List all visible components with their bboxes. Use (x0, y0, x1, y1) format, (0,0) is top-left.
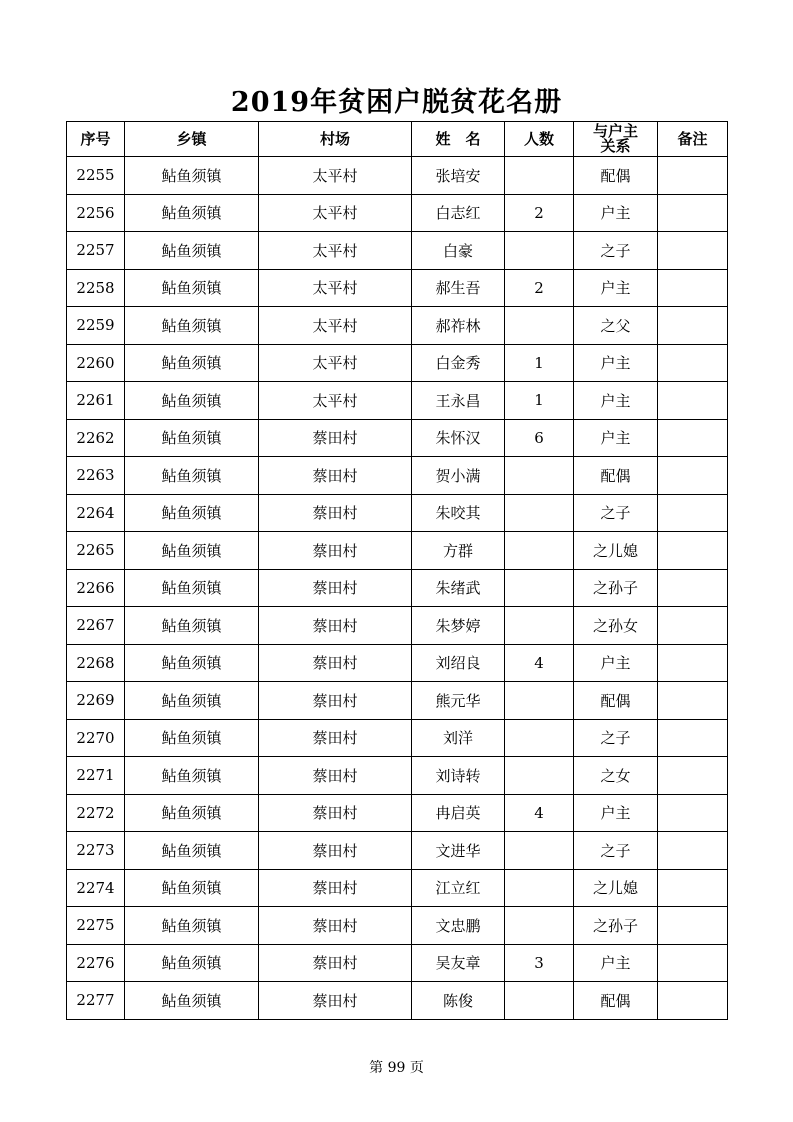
table-row (67, 419, 728, 457)
cell-village: 蔡田村 (259, 794, 412, 832)
cell-village: 蔡田村 (259, 569, 412, 607)
cell-notes (658, 269, 728, 307)
cell-notes (658, 719, 728, 757)
cell-relation: 户主 (574, 382, 658, 420)
cell-seq: 2259 (67, 307, 125, 345)
cell-count (505, 907, 574, 945)
cell-notes (658, 607, 728, 645)
table-row (67, 532, 728, 570)
cell-town: 鲇鱼须镇 (125, 382, 259, 420)
cell-town: 鲇鱼须镇 (125, 907, 259, 945)
cell-relation: 户主 (574, 269, 658, 307)
cell-notes (658, 344, 728, 382)
cell-village: 蔡田村 (259, 982, 412, 1020)
header-relation (574, 122, 658, 157)
cell-village: 太平村 (259, 157, 412, 195)
cell-notes (658, 832, 728, 870)
cell-village: 蔡田村 (259, 494, 412, 532)
cell-name: 刘绍良 (412, 644, 505, 682)
cell-count (505, 982, 574, 1020)
table-row (67, 794, 728, 832)
roster-body (67, 157, 728, 1020)
cell-relation: 之孙子 (574, 569, 658, 607)
cell-notes (658, 457, 728, 495)
cell-relation: 户主 (574, 944, 658, 982)
cell-relation: 配偶 (574, 457, 658, 495)
header-notes: 备注 (658, 122, 728, 157)
header-name: 姓 名 (412, 122, 505, 157)
cell-seq: 2271 (67, 757, 125, 795)
cell-notes (658, 944, 728, 982)
cell-name: 白豪 (412, 232, 505, 270)
cell-town: 鲇鱼须镇 (125, 794, 259, 832)
cell-count (505, 569, 574, 607)
cell-town: 鲇鱼须镇 (125, 832, 259, 870)
table-row (67, 682, 728, 720)
header-relation-line1: 与户主 (592, 122, 638, 140)
cell-village: 蔡田村 (259, 907, 412, 945)
cell-seq: 2265 (67, 532, 125, 570)
table-row (67, 832, 728, 870)
cell-count: 4 (505, 794, 574, 832)
cell-seq: 2269 (67, 682, 125, 720)
cell-relation: 之女 (574, 757, 658, 795)
cell-relation: 之子 (574, 494, 658, 532)
cell-count (505, 232, 574, 270)
table-row (67, 757, 728, 795)
cell-count (505, 682, 574, 720)
cell-count: 2 (505, 269, 574, 307)
table-row (67, 307, 728, 345)
cell-count (505, 307, 574, 345)
cell-seq: 2267 (67, 607, 125, 645)
roster-table (66, 121, 728, 1020)
cell-village: 蔡田村 (259, 832, 412, 870)
cell-notes (658, 419, 728, 457)
cell-village: 蔡田村 (259, 644, 412, 682)
cell-village: 蔡田村 (259, 869, 412, 907)
cell-notes (658, 757, 728, 795)
cell-town: 鲇鱼须镇 (125, 494, 259, 532)
cell-name: 刘洋 (412, 719, 505, 757)
cell-notes (658, 644, 728, 682)
cell-relation: 配偶 (574, 682, 658, 720)
cell-town: 鲇鱼须镇 (125, 982, 259, 1020)
cell-count: 4 (505, 644, 574, 682)
cell-town: 鲇鱼须镇 (125, 569, 259, 607)
cell-notes (658, 682, 728, 720)
cell-relation: 之子 (574, 719, 658, 757)
table-row (67, 719, 728, 757)
cell-village: 蔡田村 (259, 757, 412, 795)
cell-seq: 2264 (67, 494, 125, 532)
cell-seq: 2277 (67, 982, 125, 1020)
cell-relation: 之父 (574, 307, 658, 345)
cell-count (505, 494, 574, 532)
cell-name: 郝生吾 (412, 269, 505, 307)
cell-count (505, 157, 574, 195)
cell-notes (658, 569, 728, 607)
table-row (67, 569, 728, 607)
cell-town: 鲇鱼须镇 (125, 232, 259, 270)
cell-count (505, 719, 574, 757)
cell-name: 白志红 (412, 194, 505, 232)
cell-name: 张培安 (412, 157, 505, 195)
cell-seq: 2258 (67, 269, 125, 307)
cell-village: 太平村 (259, 232, 412, 270)
table-row (67, 194, 728, 232)
cell-seq: 2268 (67, 644, 125, 682)
cell-count (505, 532, 574, 570)
cell-village: 太平村 (259, 194, 412, 232)
cell-relation: 之孙子 (574, 907, 658, 945)
cell-seq: 2266 (67, 569, 125, 607)
cell-name: 朱绪武 (412, 569, 505, 607)
cell-village: 太平村 (259, 344, 412, 382)
cell-count (505, 832, 574, 870)
table-row (67, 157, 728, 195)
cell-relation: 配偶 (574, 157, 658, 195)
cell-notes (658, 869, 728, 907)
cell-notes (658, 382, 728, 420)
cell-name: 白金秀 (412, 344, 505, 382)
cell-name: 冉启英 (412, 794, 505, 832)
cell-name: 贺小满 (412, 457, 505, 495)
cell-count (505, 607, 574, 645)
cell-village: 太平村 (259, 269, 412, 307)
cell-relation: 之子 (574, 232, 658, 270)
cell-village: 太平村 (259, 382, 412, 420)
table-row (67, 907, 728, 945)
cell-village: 蔡田村 (259, 532, 412, 570)
table-row (67, 869, 728, 907)
cell-notes (658, 307, 728, 345)
cell-count: 1 (505, 344, 574, 382)
cell-relation: 户主 (574, 344, 658, 382)
cell-seq: 2257 (67, 232, 125, 270)
cell-village: 蔡田村 (259, 719, 412, 757)
cell-town: 鲇鱼须镇 (125, 682, 259, 720)
cell-name: 吴友章 (412, 944, 505, 982)
cell-town: 鲇鱼须镇 (125, 944, 259, 982)
cell-relation: 配偶 (574, 982, 658, 1020)
cell-town: 鲇鱼须镇 (125, 757, 259, 795)
cell-notes (658, 194, 728, 232)
table-row (67, 457, 728, 495)
table-row (67, 607, 728, 645)
cell-count (505, 457, 574, 495)
cell-seq: 2256 (67, 194, 125, 232)
cell-name: 文忠鹏 (412, 907, 505, 945)
cell-name: 朱咬其 (412, 494, 505, 532)
cell-name: 熊元华 (412, 682, 505, 720)
cell-village: 蔡田村 (259, 682, 412, 720)
cell-notes (658, 232, 728, 270)
cell-town: 鲇鱼须镇 (125, 644, 259, 682)
cell-name: 文进华 (412, 832, 505, 870)
table-row (67, 494, 728, 532)
cell-town: 鲇鱼须镇 (125, 419, 259, 457)
cell-town: 鲇鱼须镇 (125, 157, 259, 195)
cell-name: 江立红 (412, 869, 505, 907)
cell-name: 刘诗转 (412, 757, 505, 795)
cell-count (505, 869, 574, 907)
cell-seq: 2255 (67, 157, 125, 195)
cell-notes (658, 494, 728, 532)
cell-relation: 户主 (574, 644, 658, 682)
cell-seq: 2261 (67, 382, 125, 420)
cell-relation: 之儿媳 (574, 532, 658, 570)
cell-town: 鲇鱼须镇 (125, 719, 259, 757)
cell-seq: 2263 (67, 457, 125, 495)
cell-name: 朱梦婷 (412, 607, 505, 645)
page-title: 2019年贫困户脱贫花名册 (230, 87, 563, 118)
cell-seq: 2272 (67, 794, 125, 832)
cell-count: 3 (505, 944, 574, 982)
cell-count: 6 (505, 419, 574, 457)
cell-notes (658, 982, 728, 1020)
cell-town: 鲇鱼须镇 (125, 532, 259, 570)
cell-seq: 2274 (67, 869, 125, 907)
page-footer: 第 99 页 (369, 1060, 424, 1076)
cell-town: 鲇鱼须镇 (125, 344, 259, 382)
cell-town: 鲇鱼须镇 (125, 269, 259, 307)
cell-village: 太平村 (259, 307, 412, 345)
table-row (67, 944, 728, 982)
cell-count: 1 (505, 382, 574, 420)
cell-village: 蔡田村 (259, 944, 412, 982)
cell-seq: 2273 (67, 832, 125, 870)
cell-count: 2 (505, 194, 574, 232)
cell-village: 蔡田村 (259, 607, 412, 645)
cell-relation: 户主 (574, 794, 658, 832)
cell-count (505, 757, 574, 795)
cell-town: 鲇鱼须镇 (125, 457, 259, 495)
cell-seq: 2260 (67, 344, 125, 382)
cell-name: 王永昌 (412, 382, 505, 420)
cell-seq: 2275 (67, 907, 125, 945)
cell-notes (658, 532, 728, 570)
header-count: 人数 (505, 122, 574, 157)
cell-name: 陈俊 (412, 982, 505, 1020)
cell-name: 郝祚林 (412, 307, 505, 345)
cell-relation: 户主 (574, 419, 658, 457)
cell-notes (658, 907, 728, 945)
cell-notes (658, 794, 728, 832)
header-row (67, 122, 728, 157)
table-row (67, 344, 728, 382)
cell-village: 蔡田村 (259, 457, 412, 495)
cell-seq: 2276 (67, 944, 125, 982)
cell-relation: 户主 (574, 194, 658, 232)
cell-relation: 之儿媳 (574, 869, 658, 907)
cell-town: 鲇鱼须镇 (125, 194, 259, 232)
header-town: 乡镇 (125, 122, 259, 157)
cell-name: 方群 (412, 532, 505, 570)
cell-town: 鲇鱼须镇 (125, 307, 259, 345)
cell-seq: 2262 (67, 419, 125, 457)
header-relation-line2: 关系 (600, 137, 631, 155)
cell-town: 鲇鱼须镇 (125, 869, 259, 907)
table-row (67, 382, 728, 420)
cell-village: 蔡田村 (259, 419, 412, 457)
cell-name: 朱怀汉 (412, 419, 505, 457)
table-row (67, 232, 728, 270)
header-seq: 序号 (67, 122, 125, 157)
cell-seq: 2270 (67, 719, 125, 757)
cell-town: 鲇鱼须镇 (125, 607, 259, 645)
cell-notes (658, 157, 728, 195)
cell-relation: 之子 (574, 832, 658, 870)
table-row (67, 644, 728, 682)
table-row (67, 269, 728, 307)
cell-relation: 之孙女 (574, 607, 658, 645)
header-village: 村场 (259, 122, 412, 157)
table-row (67, 982, 728, 1020)
